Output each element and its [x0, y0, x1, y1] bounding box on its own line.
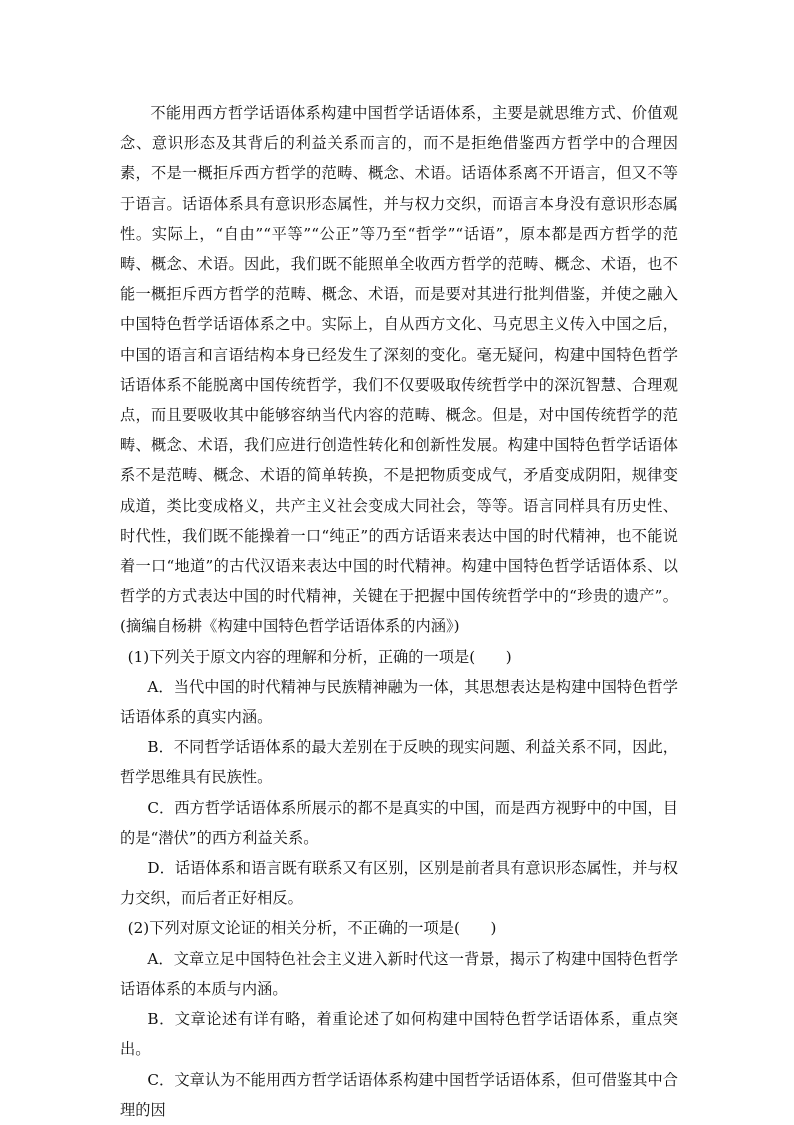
- passage-paragraph: 不能用西方哲学话语体系构建中国哲学话语体系，主要是就思维方式、价值观念、意识形态及其背后的利益关系而言的，而不是拒绝借鉴西方哲学中的合理因素，不是一概拒斥西方哲学的范畴、概念、术语。话语体系离不开语言，但又不等于语言。话语体系具有意识形态属性，并与权力交织，而语言本身没有意识形态属性。实际上，“自由”“平等”“公正”等乃至“哲学”“话语”，原本都是西方哲学的范畴、概念、术语。因此，我们既不能照单全收西方哲学的范畴、概念、术语，也不能一概拒斥西方哲学的范畴、概念、术语，而是要对其进行批判借鉴，并使之融入中国特色哲学话语体系之中。实际上，自从西方文化、马克思主义传入中国之后，中国的语言和言语结构本身已经发生了深刻的变化。毫无疑问，构建中国特色哲学话语体系不能脱离中国传统哲学，我们不仅要吸取传统哲学中的深沉智慧、合理观点，而且要吸收其中能够容纳当代内容的范畴、概念。但是，对中国传统哲学的范畴、概念、术语，我们应进行创造性转化和创新性发展。构建中国特色哲学话语体系不是范畴、概念、术语的简单转换，不是把物质变成气，矛盾变成阴阳，规律变成道，类比变成格义，共产主义社会变成大同社会，等等。语言同样具有历史性、时代性，我们既不能操着一口“纯正”的西方话语来表达中国的时代精神，也不能说着一口“地道”的古代汉语来表达中国的时代精神。构建中国特色哲学话语体系、以哲学的方式表达中国的时代精神，关键在于把握中国传统哲学中的“珍贵的遗产”。(摘编自杨耕《构建中国特色哲学话语体系的内涵》): [120, 104, 678, 636]
- question-1-option-b: B．不同哲学话语体系的最大差别在于反映的现实问题、利益关系不同，因此，哲学思维具有民族性。: [120, 738, 678, 787]
- question-2-option-b: B．文章论述有详有略，着重论述了如何构建中国特色哲学话语体系，重点突出。: [120, 1010, 678, 1059]
- question-2-option-c: C．文章认为不能用西方哲学话语体系构建中国哲学话语体系，但可借鉴其中合理的因: [120, 1070, 678, 1119]
- question-1-option-d: D．话语体系和语言既有联系又有区别，区别是前者具有意识形态属性，并与权力交织，而后者正好相反。: [120, 859, 678, 908]
- question-1-stem: (1)下列关于原文内容的理解和分析，正确的一项是( ): [127, 647, 512, 666]
- document-body: [120, 98, 678, 1125]
- question-1-option-c: C．西方哲学话语体系所展示的都不是真实的中国，而是西方视野中的中国，目的是“潜伏”的西方利益关系。: [120, 798, 678, 847]
- question-2-stem: (2)下列对原文论证的相关分析，不正确的一项是( ): [127, 919, 497, 938]
- question-2-option-a: A．文章立足中国特色社会主义进入新时代这一背景，揭示了构建中国特色哲学话语体系的本质与内涵。: [120, 949, 678, 998]
- question-1-option-a: A．当代中国的时代精神与民族精神融为一体，其思想表达是构建中国特色哲学话语体系的真实内涵。: [120, 677, 678, 727]
